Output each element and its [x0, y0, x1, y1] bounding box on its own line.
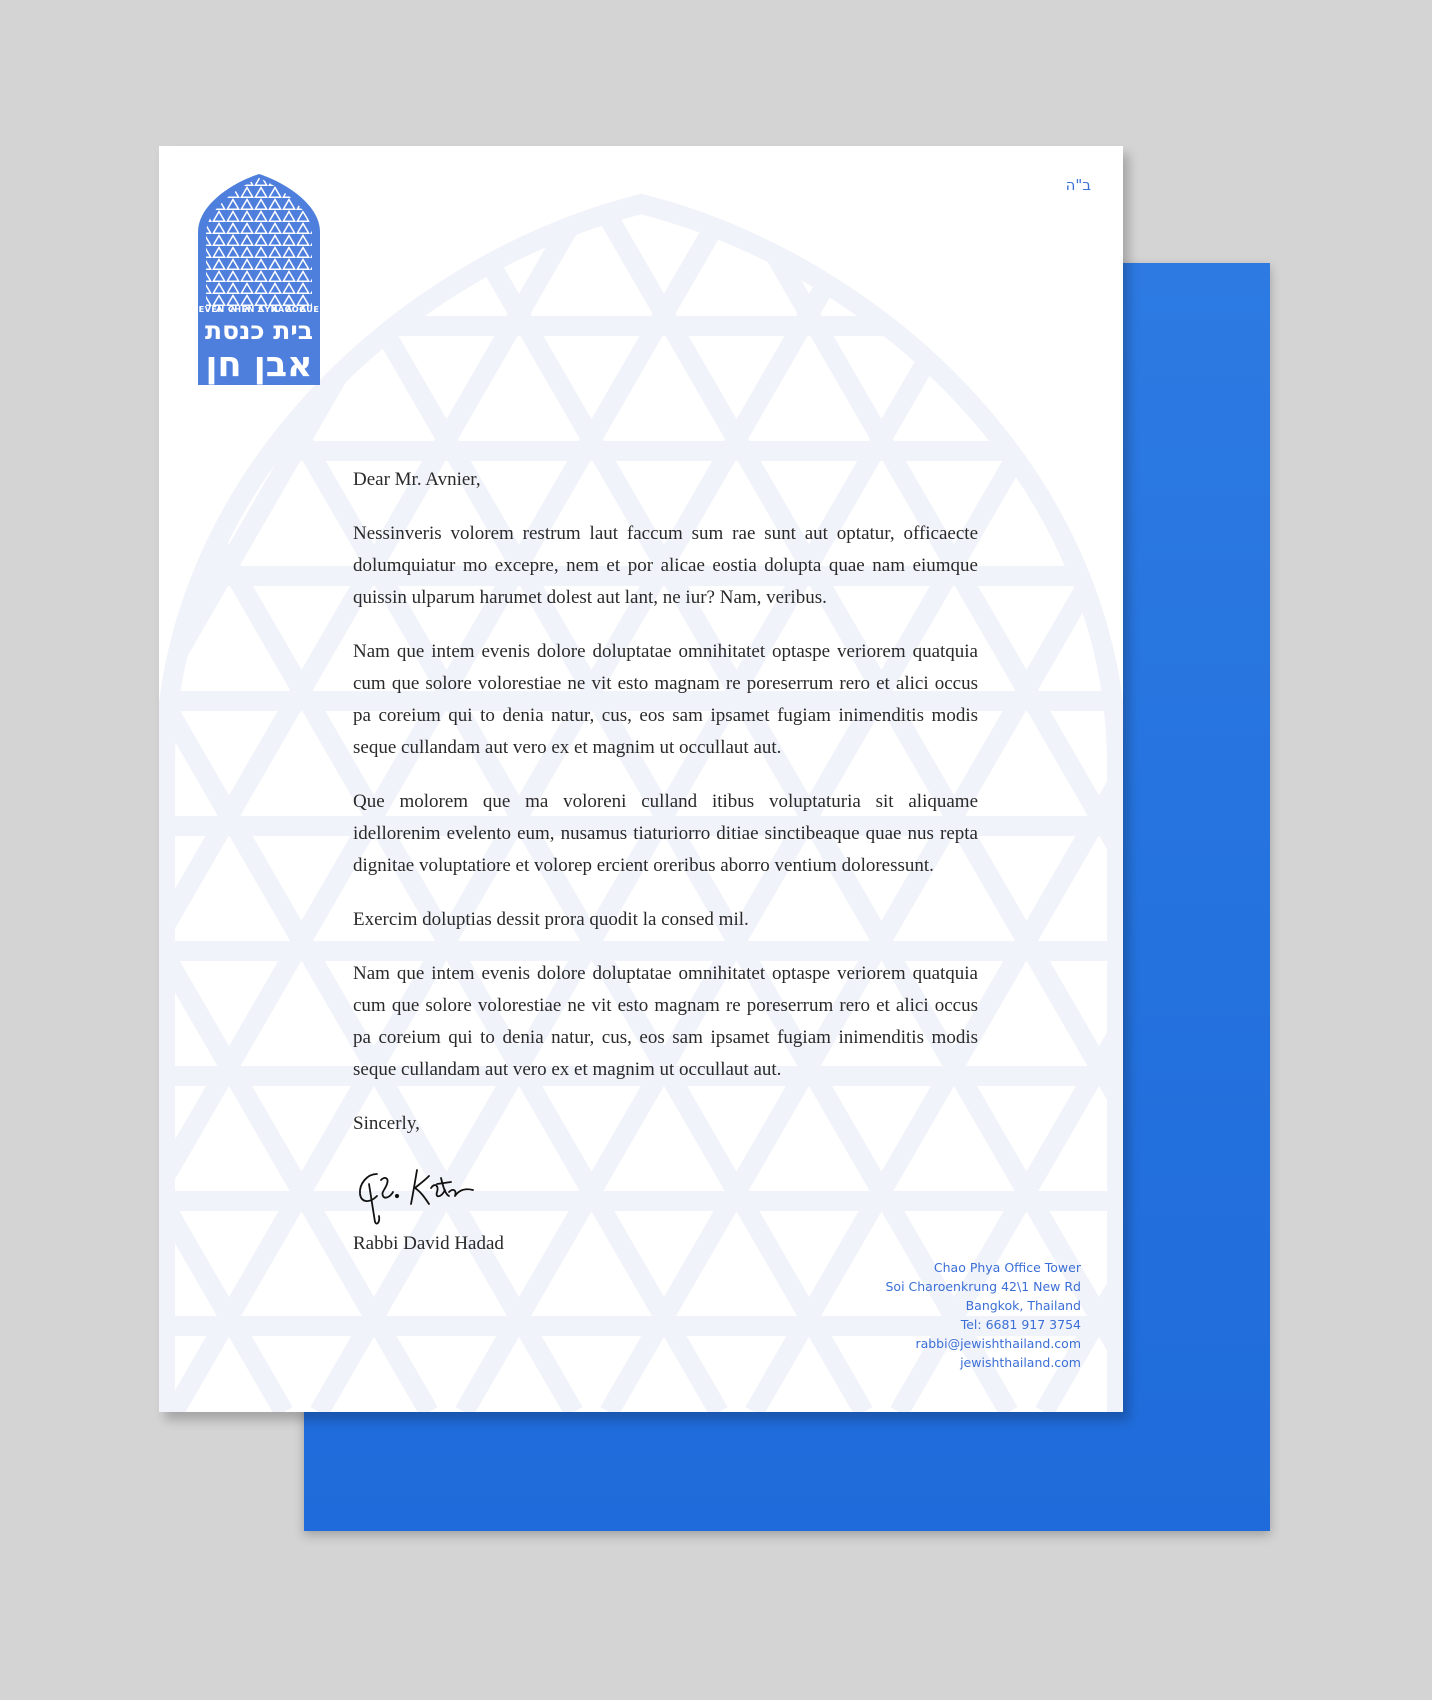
contact-city: Bangkok, Thailand: [965, 1298, 1081, 1313]
bh-mark: ב"ה: [1065, 176, 1091, 194]
signer-name: Rabbi David Hadad: [353, 1233, 504, 1254]
logo-hebrew-line-2: אבן חן: [205, 345, 313, 385]
salutation: Dear Mr. Avnier,: [353, 469, 481, 490]
contact-building: Chao Phya Office Tower: [933, 1260, 1081, 1275]
paragraph-5: Nam que intem evenis dolore doluptatae omnihitatet optaspe veriorem quatquia cum que solore volorestiae ne vit esto magnam re poreserrum rero et alici occus pa coreium qui to denia natur, cus, eos sam ipsamet fugiam inimenditis modis seque cullandam aut vero ex et magnim ut occullaut aut.: [353, 963, 978, 1080]
contact-block: [886, 1258, 1082, 1372]
synagogue-logo: [198, 174, 320, 385]
contact-phone: Tel: 6681 917 3754: [960, 1317, 1081, 1332]
letterhead-page: [159, 146, 1123, 1412]
handwritten-signature: [355, 1162, 485, 1228]
contact-street: Soi Charoenkrung 42\1 New Rd: [885, 1279, 1081, 1294]
contact-website: jewishthailand.com: [960, 1355, 1081, 1370]
paragraph-3: Que molorem que ma voloreni culland itibus voluptaturia sit aliquame idellorenim evelento eum, nusamus tiaturiorro ditiae sinctibeaque quae nus repta dignitae voluptatiore et volorep ercient oreribus aborro ventium doloressunt.: [353, 791, 978, 876]
letter-body: [353, 464, 978, 1282]
paragraph-1: Nessinveris volorem restrum laut faccum sum rae sunt aut optatur, officaecte dolumquiatur mo excepre, nem et por alicae eostia dolupta quae nam eiumque quissin ulparum harumet dolest aut lant, ne iur? Nam, veribus.: [353, 523, 978, 608]
paragraph-2: Nam que intem evenis dolore doluptatae omnihitatet optaspe veriorem quatquia cum que solore volorestiae ne vit esto magnam re poreserrum rero et alici occus pa coreium qui to denia natur, cus, eos sam ipsamet fugiam inimenditis modis seque cullandam aut vero ex et magnim ut occullaut aut.: [353, 641, 978, 758]
paragraph-4: Exercim doluptias dessit prora quodit la consed mil.: [353, 909, 749, 930]
logo-english-name: EVEN CHEN SYNAGOGUE: [198, 304, 320, 314]
contact-email: rabbi@jewishthailand.com: [915, 1336, 1081, 1351]
logo-hebrew-line-1: בית כנסת: [205, 316, 313, 345]
closing: Sincerly,: [353, 1113, 420, 1134]
